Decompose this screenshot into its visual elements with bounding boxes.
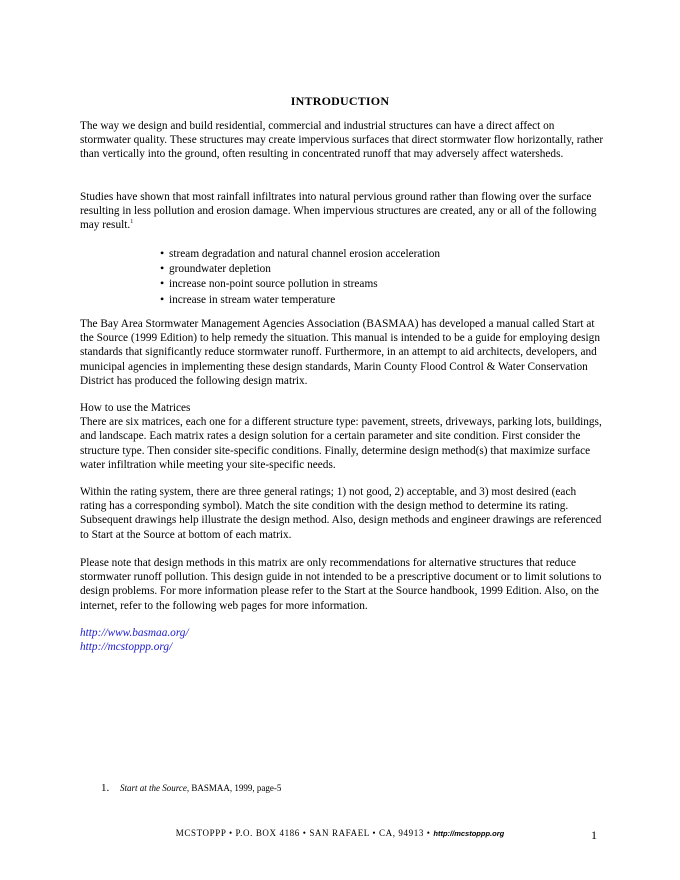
footer-address: MCSTOPPP • P.O. BOX 4186 • SAN RAFAEL • CA, 94913 • bbox=[175, 828, 434, 838]
footnote bbox=[101, 782, 281, 794]
paragraph-studies-text: Studies have shown that most rainfall infiltrates into natural pervious ground rather than flowing over the surface resulting in less pollution and erosion damage. When impervious structures are created, any or all of the following may result. bbox=[80, 191, 597, 232]
section-how-to-use bbox=[80, 401, 605, 472]
paragraph-basmaa: The Bay Area Stormwater Management Agencies Association (BASMAA) has developed a manual called Start at the Source (1999 Edition) to help remedy the situation. This manual is intended to be a guide for employing design standards that significantly reduce stormwater runoff. Furthermore, in an attempt to aid architects, developers, and municipal agencies in implementing these design standards, Marin County Flood Control & Water Conservation District has produced the following design matrix. bbox=[80, 318, 600, 387]
paragraph-matrices: There are six matrices, each one for a different structure type: pavement, streets, driveways, parking lots, buildings, and landscape. Each matrix rates a design solution for a certain parameter and site condition. First consider the structure type. Then consider site-specific conditions. Finally, determine design method(s) that maximize surface water infiltration while meeting your site-specific needs. bbox=[80, 416, 602, 471]
footer-url[interactable]: http://mcstoppp.org bbox=[433, 829, 505, 838]
paragraph-intro: The way we design and build residential, commercial and industrial structures can have a direct affect on stormwater quality. These structures may create impervious surfaces that direct stormwater flow horizontally, rather than vertically into the ground, often resulting in concentrated runoff that may adversely affect watersheds. bbox=[80, 120, 604, 161]
section-heading: How to use the Matrices bbox=[80, 402, 191, 414]
page-title: INTRODUCTION bbox=[290, 94, 390, 108]
link-basmaa[interactable]: http://www.basmaa.org/ bbox=[80, 627, 189, 639]
footnote-source-title: Start at the Source, bbox=[120, 783, 190, 793]
effects-list bbox=[160, 246, 440, 307]
link-mcstoppp[interactable]: http://mcstoppp.org/ bbox=[80, 641, 173, 654]
footnote-source-rest: BASMAA, 1999, page-5 bbox=[189, 783, 282, 793]
paragraph-note: Please note that design methods in this matrix are only recommendations for alternative structures that reduce stormwater runoff pollution. This design guide in not intended to be a prescriptive document or to limit solutions to design problems. For more information please refer to the Start at the Source handbook, 1999 Edition. Also, on the internet, refer to the following web pages for more information. bbox=[80, 557, 602, 612]
page-footer bbox=[0, 828, 680, 838]
footnote-reference[interactable]: 1 bbox=[130, 219, 134, 226]
list-item: • groundwater depletion bbox=[160, 261, 440, 276]
web-links bbox=[80, 626, 189, 654]
paragraph-studies bbox=[80, 190, 605, 233]
page-number: 1 bbox=[591, 828, 597, 842]
list-item: • increase in stream water temperature bbox=[160, 292, 440, 307]
list-item: • increase non-point source pollution in streams bbox=[160, 276, 440, 291]
list-item: • stream degradation and natural channel erosion acceleration bbox=[160, 246, 440, 261]
footnote-number: 1. bbox=[101, 782, 110, 794]
paragraph-ratings: Within the rating system, there are three general ratings; 1) not good, 2) acceptable, and 3) most desired (each rating has a corresponding symbol). Match the site condition with the design method to determine its rating. Subsequent drawings help illustrate the design method. Also, design methods and engineer drawings are referenced to Start at the Source at bottom of each matrix. bbox=[80, 486, 602, 541]
